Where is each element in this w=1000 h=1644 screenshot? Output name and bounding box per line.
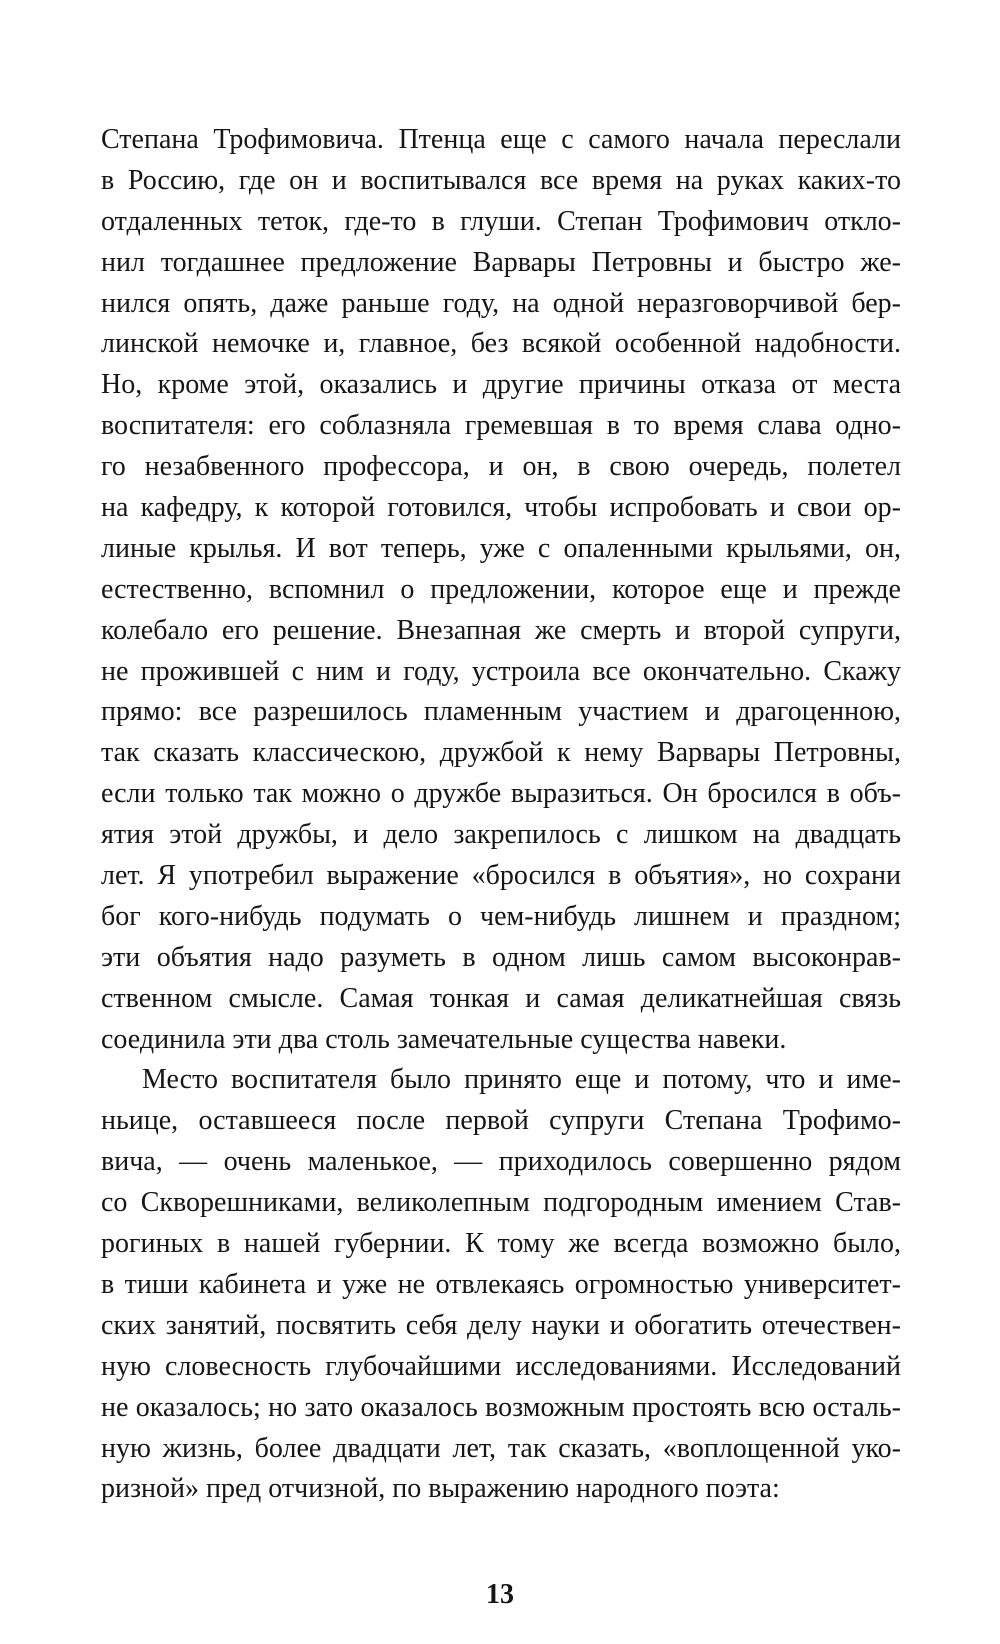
- text-line: не оказалось; но зато оказалось возможным простоять всю осталь-: [101, 1391, 901, 1423]
- text-line: не прожившей с ним и году, устроила все окончательно. Скажу: [101, 655, 901, 687]
- text-line: соединила эти два столь замечательные существа навеки.: [101, 1023, 787, 1055]
- text-line: го незабвенного профессора, и он, в свою очередь, полетел: [101, 451, 901, 483]
- text-line: ную жизнь, более двадцати лет, так сказать, «воплощенной уко-: [101, 1432, 901, 1464]
- text-line: если только так можно о дружбе выразиться. Он бросился в объ-: [101, 778, 901, 810]
- text-line: прямо: все разрешилось пламенным участием и драгоценною,: [101, 696, 901, 728]
- paragraph: [101, 1060, 901, 1510]
- text-line: колебало его решение. Внезапная же смерть и второй супруги,: [101, 614, 901, 646]
- text-line: нил тогдашнее предложение Варвары Петровны и быстро же-: [101, 246, 901, 278]
- text-line: ственном смысле. Самая тонкая и самая деликатнейшая связь: [101, 982, 901, 1014]
- text-line: естественно, вспомнил о предложении, которое еще и прежде: [101, 573, 901, 605]
- text-line: ризной» пред отчизной, по выражению народного поэта:: [101, 1473, 780, 1505]
- text-line: вича, — очень маленькое, — приходилось совершенно рядом: [101, 1146, 901, 1178]
- text-line: со Скворешниками, великолепным подгородным имением Став-: [101, 1187, 901, 1219]
- text-line: отдаленных теток, где-то в глуши. Степан Трофимович откло-: [101, 205, 901, 237]
- text-line: ную словесность глубочайшими исследованиями. Исследований: [101, 1350, 901, 1382]
- text-line: Место воспитателя было принято еще и потому, что и име-: [142, 1064, 901, 1096]
- text-line: лет. Я употребил выражение «бросился в объятия», но сохрани: [101, 860, 901, 892]
- text-line: Но, кроме этой, оказались и другие причины отказа от места: [101, 369, 901, 401]
- text-line: так сказать классическою, дружбой к нему Варвары Петровны,: [101, 737, 901, 769]
- body-text: [101, 120, 901, 1510]
- text-line: бог кого-нибудь подумать о чем-нибудь лишнем и праздном;: [101, 900, 901, 932]
- text-line: в Россию, где он и воспитывался все время на руках каких-то: [101, 164, 901, 196]
- text-line: линые крылья. И вот теперь, уже с опаленными крыльями, он,: [101, 532, 901, 564]
- text-line: нился опять, даже раньше году, на одной неразговорчивой бер-: [101, 287, 901, 319]
- text-line: воспитателя: его соблазняла гремевшая в то время слава одно-: [101, 410, 901, 442]
- text-line: рогиных в нашей губернии. К тому же всегда возможно было,: [101, 1228, 901, 1260]
- text-line: ятия этой дружбы, и дело закрепилось с лишком на двадцать: [101, 819, 901, 851]
- paragraph: [101, 120, 901, 1060]
- text-line: Степана Трофимовича. Птенца еще с самого начала переслали: [101, 124, 901, 155]
- text-line: в тиши кабинета и уже не отвлекаясь огромностью университет-: [101, 1268, 901, 1300]
- page-number: 13: [486, 1579, 514, 1610]
- text-line: эти объятия надо разуметь в одном лишь самом высоконрав-: [101, 941, 901, 973]
- text-line: ских занятий, посвятить себя делу науки и обогатить отечествен-: [101, 1309, 901, 1341]
- text-line: линской немочке и, главное, без всякой особенной надобности.: [101, 328, 901, 360]
- text-line: ньице, оставшееся после первой супруги Степана Трофимо-: [101, 1105, 901, 1137]
- text-line: на кафедру, к которой готовился, чтобы испробовать и свои ор-: [101, 492, 901, 524]
